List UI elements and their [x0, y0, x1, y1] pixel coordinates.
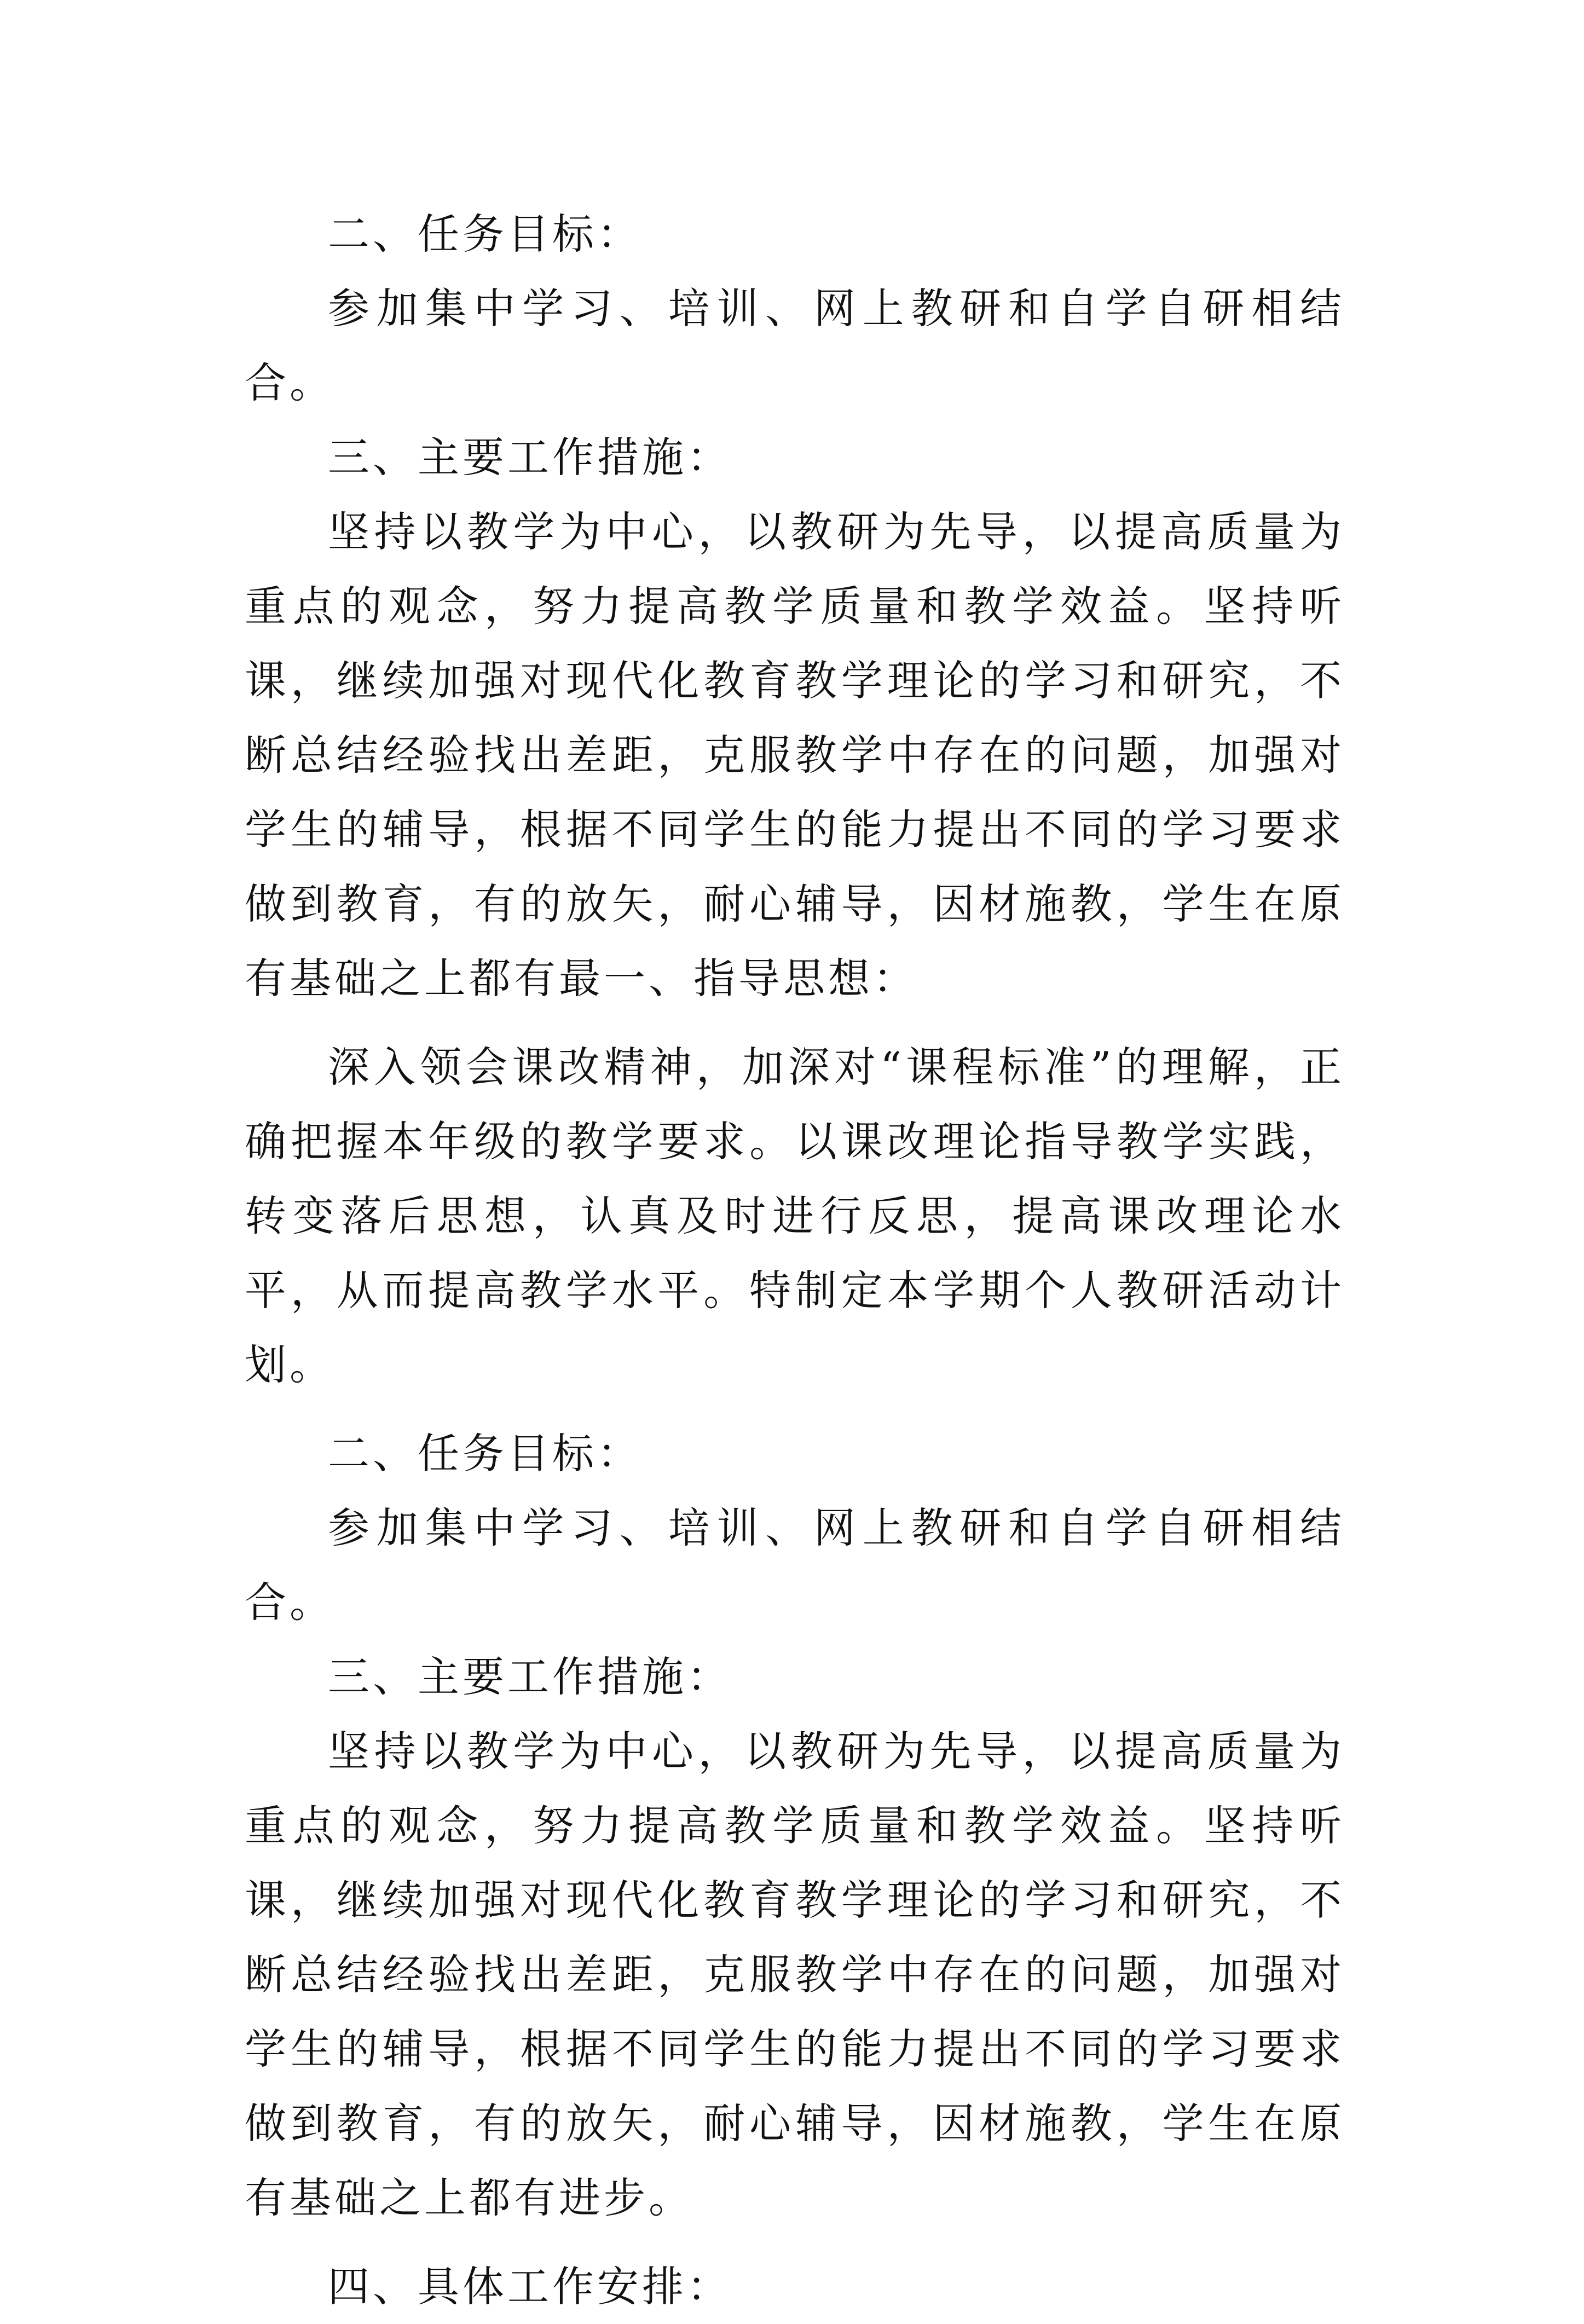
section-heading-measures: 三、主要工作措施： [328, 433, 732, 482]
document-body [245, 197, 1345, 2324]
paragraph-measures: 坚持以教学为中心，以教研为先导，以提高质量为重点的观念，努力提高教学质量和教学效益。坚持听课，继续加强对现代化教育教学理论的学习和研究，不断总结经验找出差距，克服教学中存在的问题，加强对学生的辅导，根据不同学生的能力提出不同的学习要求做到教育，有的放矢，耐心辅导，因材施教，学生在原有基础之上都有最一、指导思想： [245, 507, 1345, 1003]
section-heading-measures-repeat: 三、主要工作措施： [328, 1652, 732, 1701]
section-heading-task-goals-repeat: 二、任务目标： [328, 1429, 642, 1478]
paragraph-task-goals: 参加集中学习、培训、网上教研和自学自研相结合。 [245, 284, 1345, 407]
paragraph-task-goals-repeat: 参加集中学习、培训、网上教研和自学自研相结合。 [245, 1504, 1345, 1627]
paragraph-guiding-thought: 深入领会课改精神，加深对“课程标准”的理解，正确把握本年级的教学要求。以课改理论指导教学实践，转变落后思想，认真及时进行反思，提高课改理论水平，从而提高教学水平。特制定本学期个人教研活动计划。 [245, 1043, 1345, 1389]
section-heading-work-arrangement: 四、具体工作安排： [328, 2262, 732, 2311]
paragraph-measures-repeat: 坚持以教学为中心，以教研为先导，以提高质量为重点的观念，努力提高教学质量和教学效益。坚持听课，继续加强对现代化教育教学理论的学习和研究，不断总结经验找出差距，克服教学中存在的问题，加强对学生的辅导，根据不同学生的能力提出不同的学习要求做到教育，有的放矢，耐心辅导，因材施教，学生在原有基础之上都有进步。 [245, 1727, 1345, 2222]
section-heading-task-goals: 二、任务目标： [328, 210, 642, 258]
